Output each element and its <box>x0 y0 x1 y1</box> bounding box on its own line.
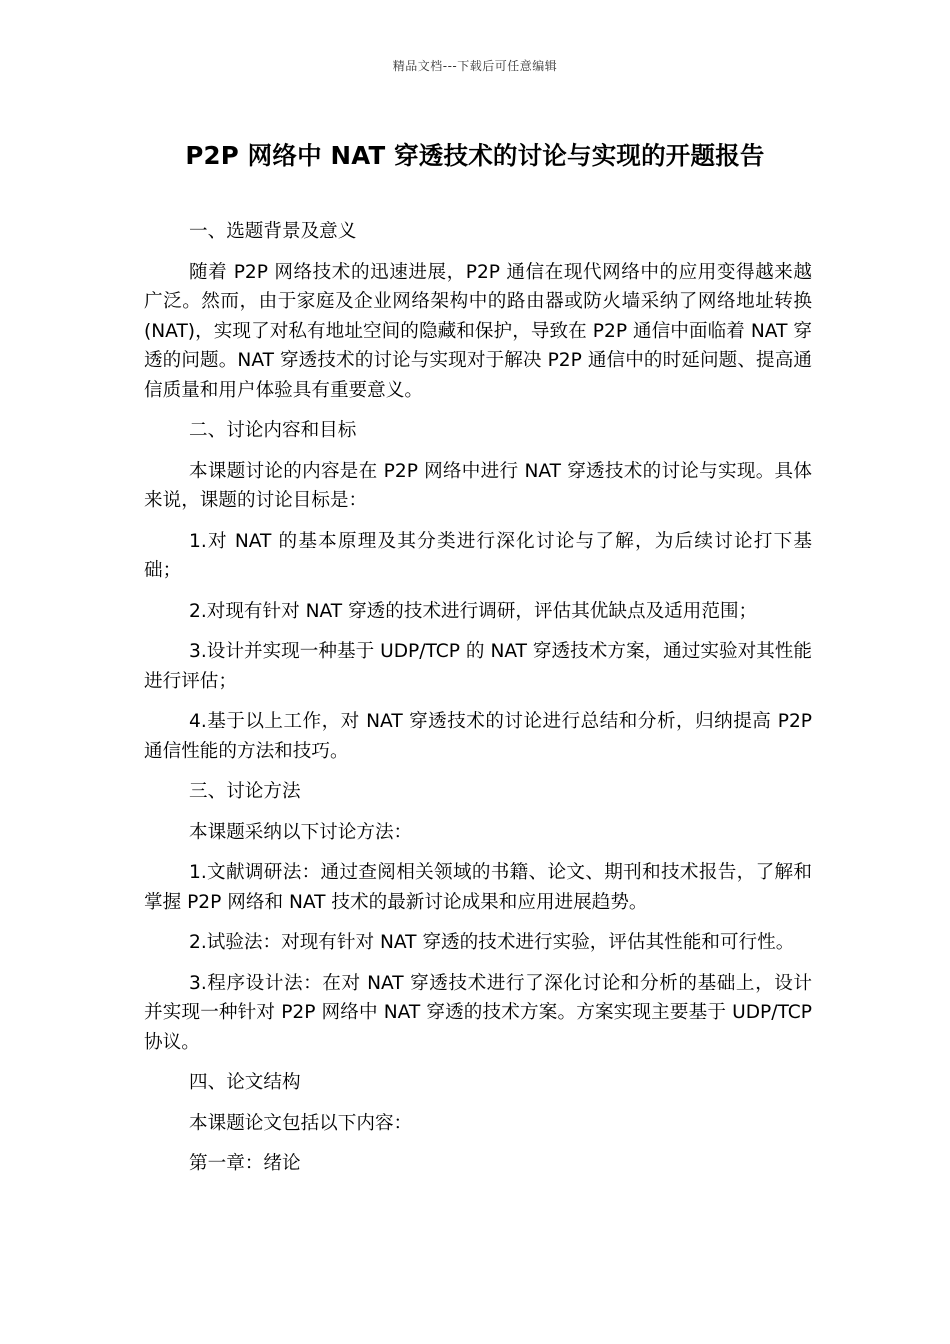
paragraph-structure-intro: 本课题论文包括以下内容： <box>189 1112 413 1134</box>
method-item-1: 1.文献调研法：通过查阅相关领域的书籍、论文、期刊和技术报告，了解和掌握 P2P 网络和 NAT 技术的最新讨论成果和应用进展趋势。 <box>144 862 812 913</box>
section-heading-structure: 四、论文结构 <box>189 1072 301 1093</box>
paragraph-background: 随着 P2P 网络技术的迅速进展，P2P 通信在现代网络中的应用变得越来越广泛。然而，由于家庭及企业网络架构中的路由器或防火墙采纳了网络地址转换(NAT)，实现了对私有地址空间的隐藏和保护，导致在 P2P 通信中面临着 NAT 穿透的问题。NAT 穿透技术的讨论与实现对于解决 P2P 通信中的时延问题、提高通信质量和用户体验具有重要意义。 <box>144 261 812 401</box>
document-body <box>144 217 812 1190</box>
paragraph-content-intro: 本课题讨论的内容是在 P2P 网络中进行 NAT 穿透技术的讨论与实现。具体来说，课题的讨论目标是： <box>144 460 812 511</box>
goal-item-2: 2.对现有针对 NAT 穿透的技术进行调研，评估其优缺点及适用范围； <box>189 600 758 622</box>
goal-item-1: 1.对 NAT 的基本原理及其分类进行深化讨论与了解，为后续讨论打下基础； <box>144 530 812 581</box>
chapter-item-1: 第一章：绪论 <box>189 1153 301 1174</box>
section-heading-methods: 三、讨论方法 <box>189 781 301 802</box>
document-title: P2P 网络中 NAT 穿透技术的讨论与实现的开题报告 <box>185 141 765 170</box>
section-heading-background: 一、选题背景及意义 <box>189 221 357 242</box>
goal-item-4: 4.基于以上工作，对 NAT 穿透技术的讨论进行总结和分析，归纳提高 P2P 通信性能的方法和技巧。 <box>144 711 812 762</box>
header-note: 精品文档---下载后可任意编辑 <box>392 59 558 73</box>
method-item-2: 2.试验法：对现有针对 NAT 穿透的技术进行实验，评估其性能和可行性。 <box>189 932 795 953</box>
paragraph-methods-intro: 本课题采纳以下讨论方法： <box>189 821 413 843</box>
goal-item-3: 3.设计并实现一种基于 UDP/TCP 的 NAT 穿透技术方案，通过实验对其性能进行评估； <box>144 641 812 692</box>
section-heading-content-goals: 二、讨论内容和目标 <box>189 420 357 441</box>
method-item-3: 3.程序设计法：在对 NAT 穿透技术进行了深化讨论和分析的基础上，设计并实现一种针对 P2P 网络中 NAT 穿透的技术方案。方案实现主要基于 UDP/TCP 协议。 <box>144 972 812 1053</box>
